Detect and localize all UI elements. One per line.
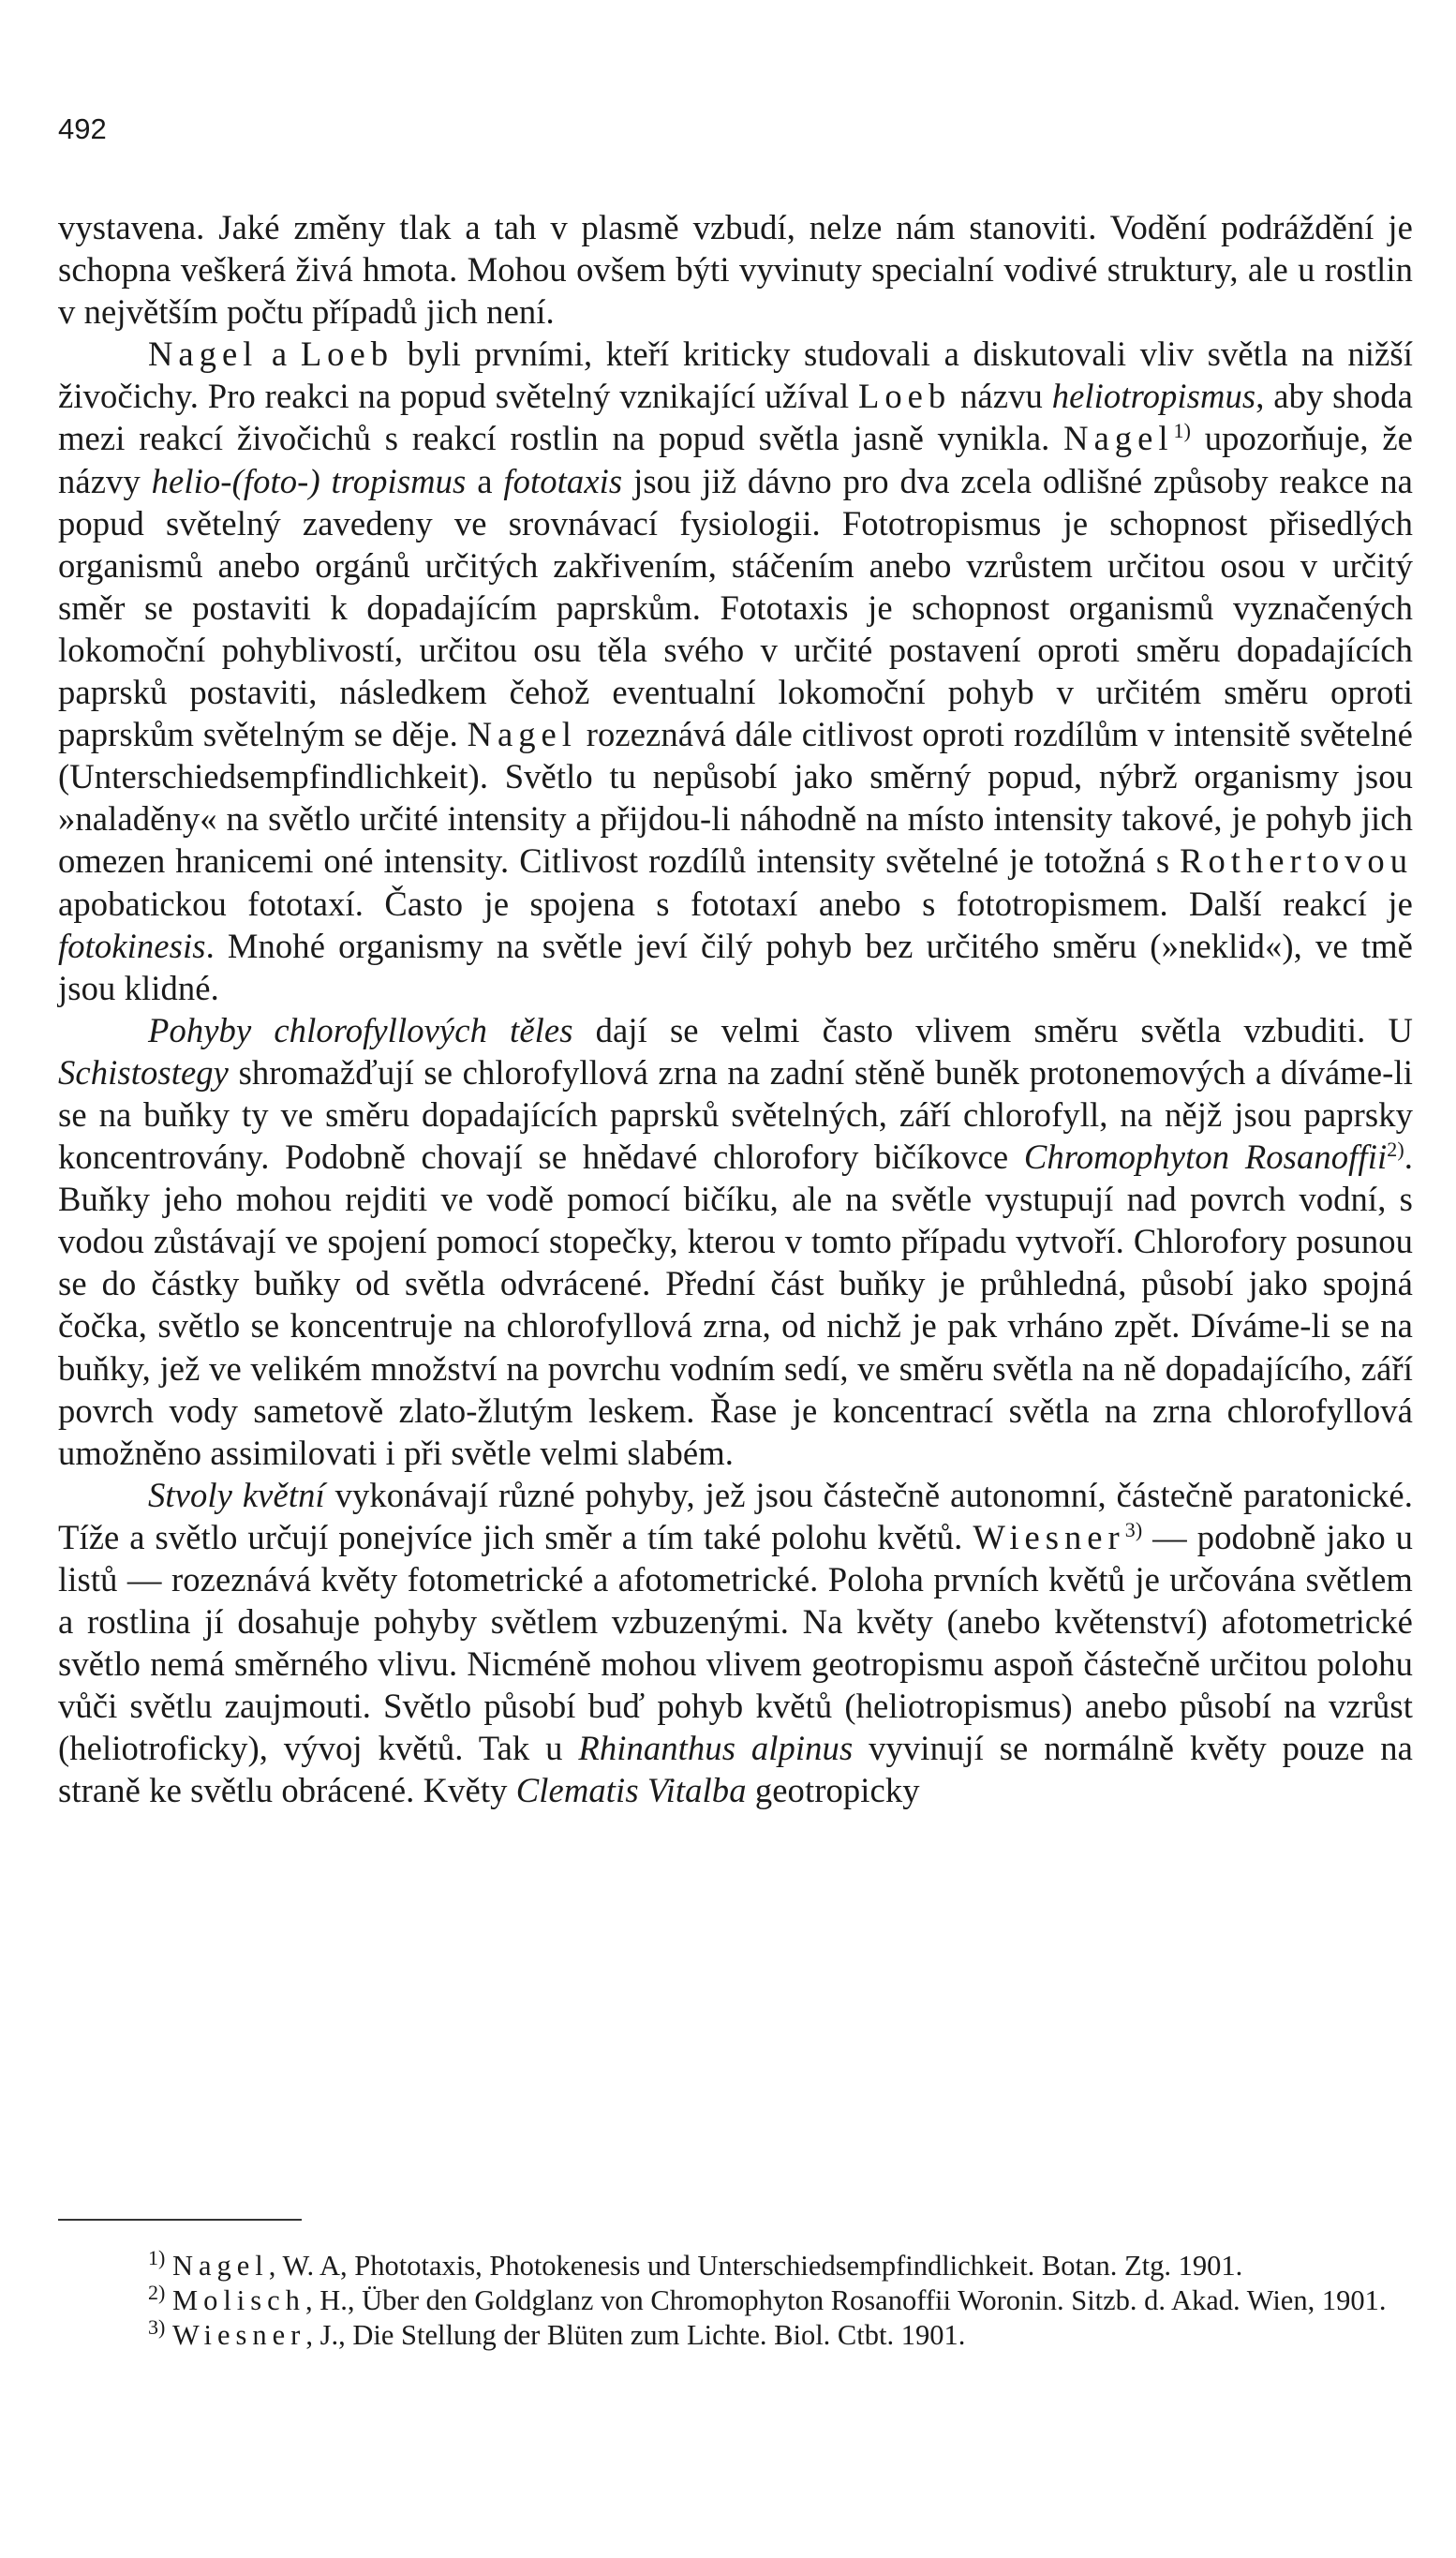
author-name: Nagel <box>1063 419 1174 458</box>
footnote-2 <box>58 2280 1413 2318</box>
body-text <box>58 206 1413 1812</box>
page-number: 492 <box>58 112 107 145</box>
footnote-ref-1[interactable]: 1) <box>1173 419 1192 443</box>
italic-term: Chromophyton Rosanoffii <box>1023 1138 1388 1177</box>
paragraph-1: vystavena. Jaké změny tlak a tah v plasmě vzbudí, nelze nám stanoviti. Vodění podráždění je schopna veškerá živá hmota. Mohou ovšem býti vyvinuty specialní vodivé struktury, ale u rostlin v největším počtu případů jich není. <box>58 208 1413 332</box>
author-name: Nagel <box>467 715 577 754</box>
text-run: apobatickou fototaxí. Často je spojena s fototaxí anebo s fototropismem. Další reakcí je <box>58 884 1413 923</box>
italic-term: Pohyby chlorofyllových těles <box>148 1010 573 1049</box>
italic-term: heliotropismus <box>1051 377 1256 416</box>
footnote-1 <box>58 2245 1413 2283</box>
footnote-text: , W. A, Phototaxis, Photokenesis und Unterschiedsempfindlichkeit. Botan. Ztg. 1901. <box>268 2250 1243 2282</box>
text-run: , aby shoda mezi reakcí živočichů s reakcí rostlin na popud světla jasně vynikla. <box>58 377 1414 458</box>
text-run: byli prvními, kteří kriticky studovali a diskutovali vliv světla na nižší živočichy. Pro reakci na popud světelný vznikající užíval <box>58 335 1413 416</box>
text-run: jsou již dávno pro dva zcela odlišné způsoby reakce na popud světelný zavedeny ve srovnávací fysiologii. Fototropismus je schopnost přisedlých organismů anebo orgánů určitých zakřivením, stáčením anebo vzrůstem určitou osou v určitý směr se postaviti k dopadajícím paprskům. Fototaxis je schopnost organismů vyznačených lokomoční pohyblivostí, určitou osu těla svého v určité postavení oproti směru dopadajících paprsků postaviti, následkem čehož eventualní lokomoční pohyb v určitém směru oproti paprskům světelným se děje. <box>58 461 1413 754</box>
italic-term: fotokinesis <box>58 926 206 965</box>
text-run: . Buňky jeho mohou rejditi ve vodě pomocí bičíku, ale na světle vystupují nad povrch vodní, s vodou zůstávají ve spojení pomocí stopečky, kterou v tomto případu vytvoří. Chlorofory posunou se do částky buňky od světla odvrácené. Přední část buňky je průhledná, působí jako spojná čočka, světlo se koncentruje na chlorofyllová zrna, od nichž je pak vrháno zpět. Díváme-li se na buňky, jež ve velikém množství na povrchu vodním sedí, ve směru světla na ně dopadajícího, září povrch vody sametově zlato-žlutým leskem. Řase je koncentrací světla na zrna chlorofyllová umožněno assimilovati i při světle velmi slabém. <box>58 1138 1414 1472</box>
text-run: geotropicky <box>746 1771 920 1810</box>
italic-term: Rhinanthus alpinus <box>578 1729 854 1768</box>
footnote-ref-2[interactable]: 2) <box>1387 1137 1404 1161</box>
footnote-author: Nagel <box>171 2250 269 2282</box>
text-run: — podobně jako u listů — rozeznává květy fotometrické a afotometrické. Poloha prvních květů je určována světlem a rostlina jí dosahuje pohyby světlem vzbuzenými. Na květy (anebo květenství) afotometrické světlo nemá směrného vlivu. Nicméně mohou vlivem geotropismu aspoň částečně určitou polohu vůči světlu zaujmouti. Světlo působí buď pohyb květů (heliotropismus) anebo působí na vzrůst (heliotroficky), vývoj květů. Tak u <box>58 1517 1414 1768</box>
text-run: dají se velmi často vlivem směru světla vzbuditi. U <box>572 1010 1413 1049</box>
footnote-author: Molisch <box>171 2284 305 2316</box>
paragraph-2 <box>58 333 1413 1009</box>
footnote-ref-3[interactable]: 3) <box>1124 1517 1143 1541</box>
text-run: upozorňuje, že názvy <box>58 419 1413 500</box>
footnote-text: , J., Die Stellung der Blüten zum Lichte. Biol. Ctbt. 1901. <box>305 2319 966 2351</box>
footnote-marker: 1) <box>148 2245 166 2269</box>
author-name: Rothertovou <box>1180 841 1413 881</box>
footnote-3 <box>58 2314 1413 2353</box>
author-name: Nagel <box>148 335 259 374</box>
author-name: Loeb <box>300 335 394 374</box>
italic-term: fototaxis <box>503 461 623 500</box>
paragraph-4 <box>58 1474 1413 1812</box>
italic-term: Clematis Vitalba <box>515 1771 747 1810</box>
text-run: a <box>466 461 504 500</box>
text-run: . Mnohé organismy na světle jeví čilý pohyb bez určitého směru (»neklid«), ve tmě jsou klidné. <box>58 926 1413 1007</box>
text-run: názvu <box>951 377 1052 416</box>
text-run: vykonávají různé pohyby, jež jsou částečně autonomní, částečně paratonické. Tíže a světlo určují ponejvíce jich směr a tím také polohu květů. <box>58 1475 1414 1556</box>
footnote-marker: 2) <box>148 2280 166 2304</box>
text-run: shromažďují se chlorofyllová zrna na zadní stěně buněk protonemových a díváme-li se na buňky ty ve směru dopadajících paprsků světelných, září chlorofyll, na nějž jsou paprsky koncentrovány. Podobně chovají se hnědavé chlorofory bičíkovce <box>58 1052 1413 1177</box>
text-run: a <box>258 335 301 374</box>
footnotes <box>58 2221 1413 2353</box>
footnote-divider <box>58 2219 302 2221</box>
text-run: rozeznává dále citlivost oproti rozdílům v intensitě světelné (Unterschiedsempfindlichkeit). Světlo tu nepůsobí jako směrný popud, nýbrž organismy jsou »naladěny« na světlo určité intensity a přijdou-li náhodně na místo intensity takové, je pohyb jich omezen hranicemi oné intensity. Citlivost rozdílů intensity světelné je totožná s <box>58 715 1413 881</box>
footnote-author: Wiesner <box>171 2319 306 2351</box>
italic-term: Stvoly květní <box>148 1475 325 1514</box>
author-name: Loeb <box>858 377 952 416</box>
paragraph-3 <box>58 1009 1413 1474</box>
footnote-marker: 3) <box>148 2314 166 2339</box>
text-run: vyvinují se normálně květy pouze na straně ke světlu obrácené. Květy <box>58 1729 1413 1810</box>
author-name: Wiesner <box>973 1517 1125 1556</box>
italic-term: helio-(foto-) tropismus <box>151 461 467 500</box>
footnote-text: , H., Über den Goldglanz von Chromophyton Rosanoffii Woronin. Sitzb. d. Akad. Wien, 1901. <box>305 2284 1387 2316</box>
italic-term: Schistostegy <box>58 1052 230 1092</box>
